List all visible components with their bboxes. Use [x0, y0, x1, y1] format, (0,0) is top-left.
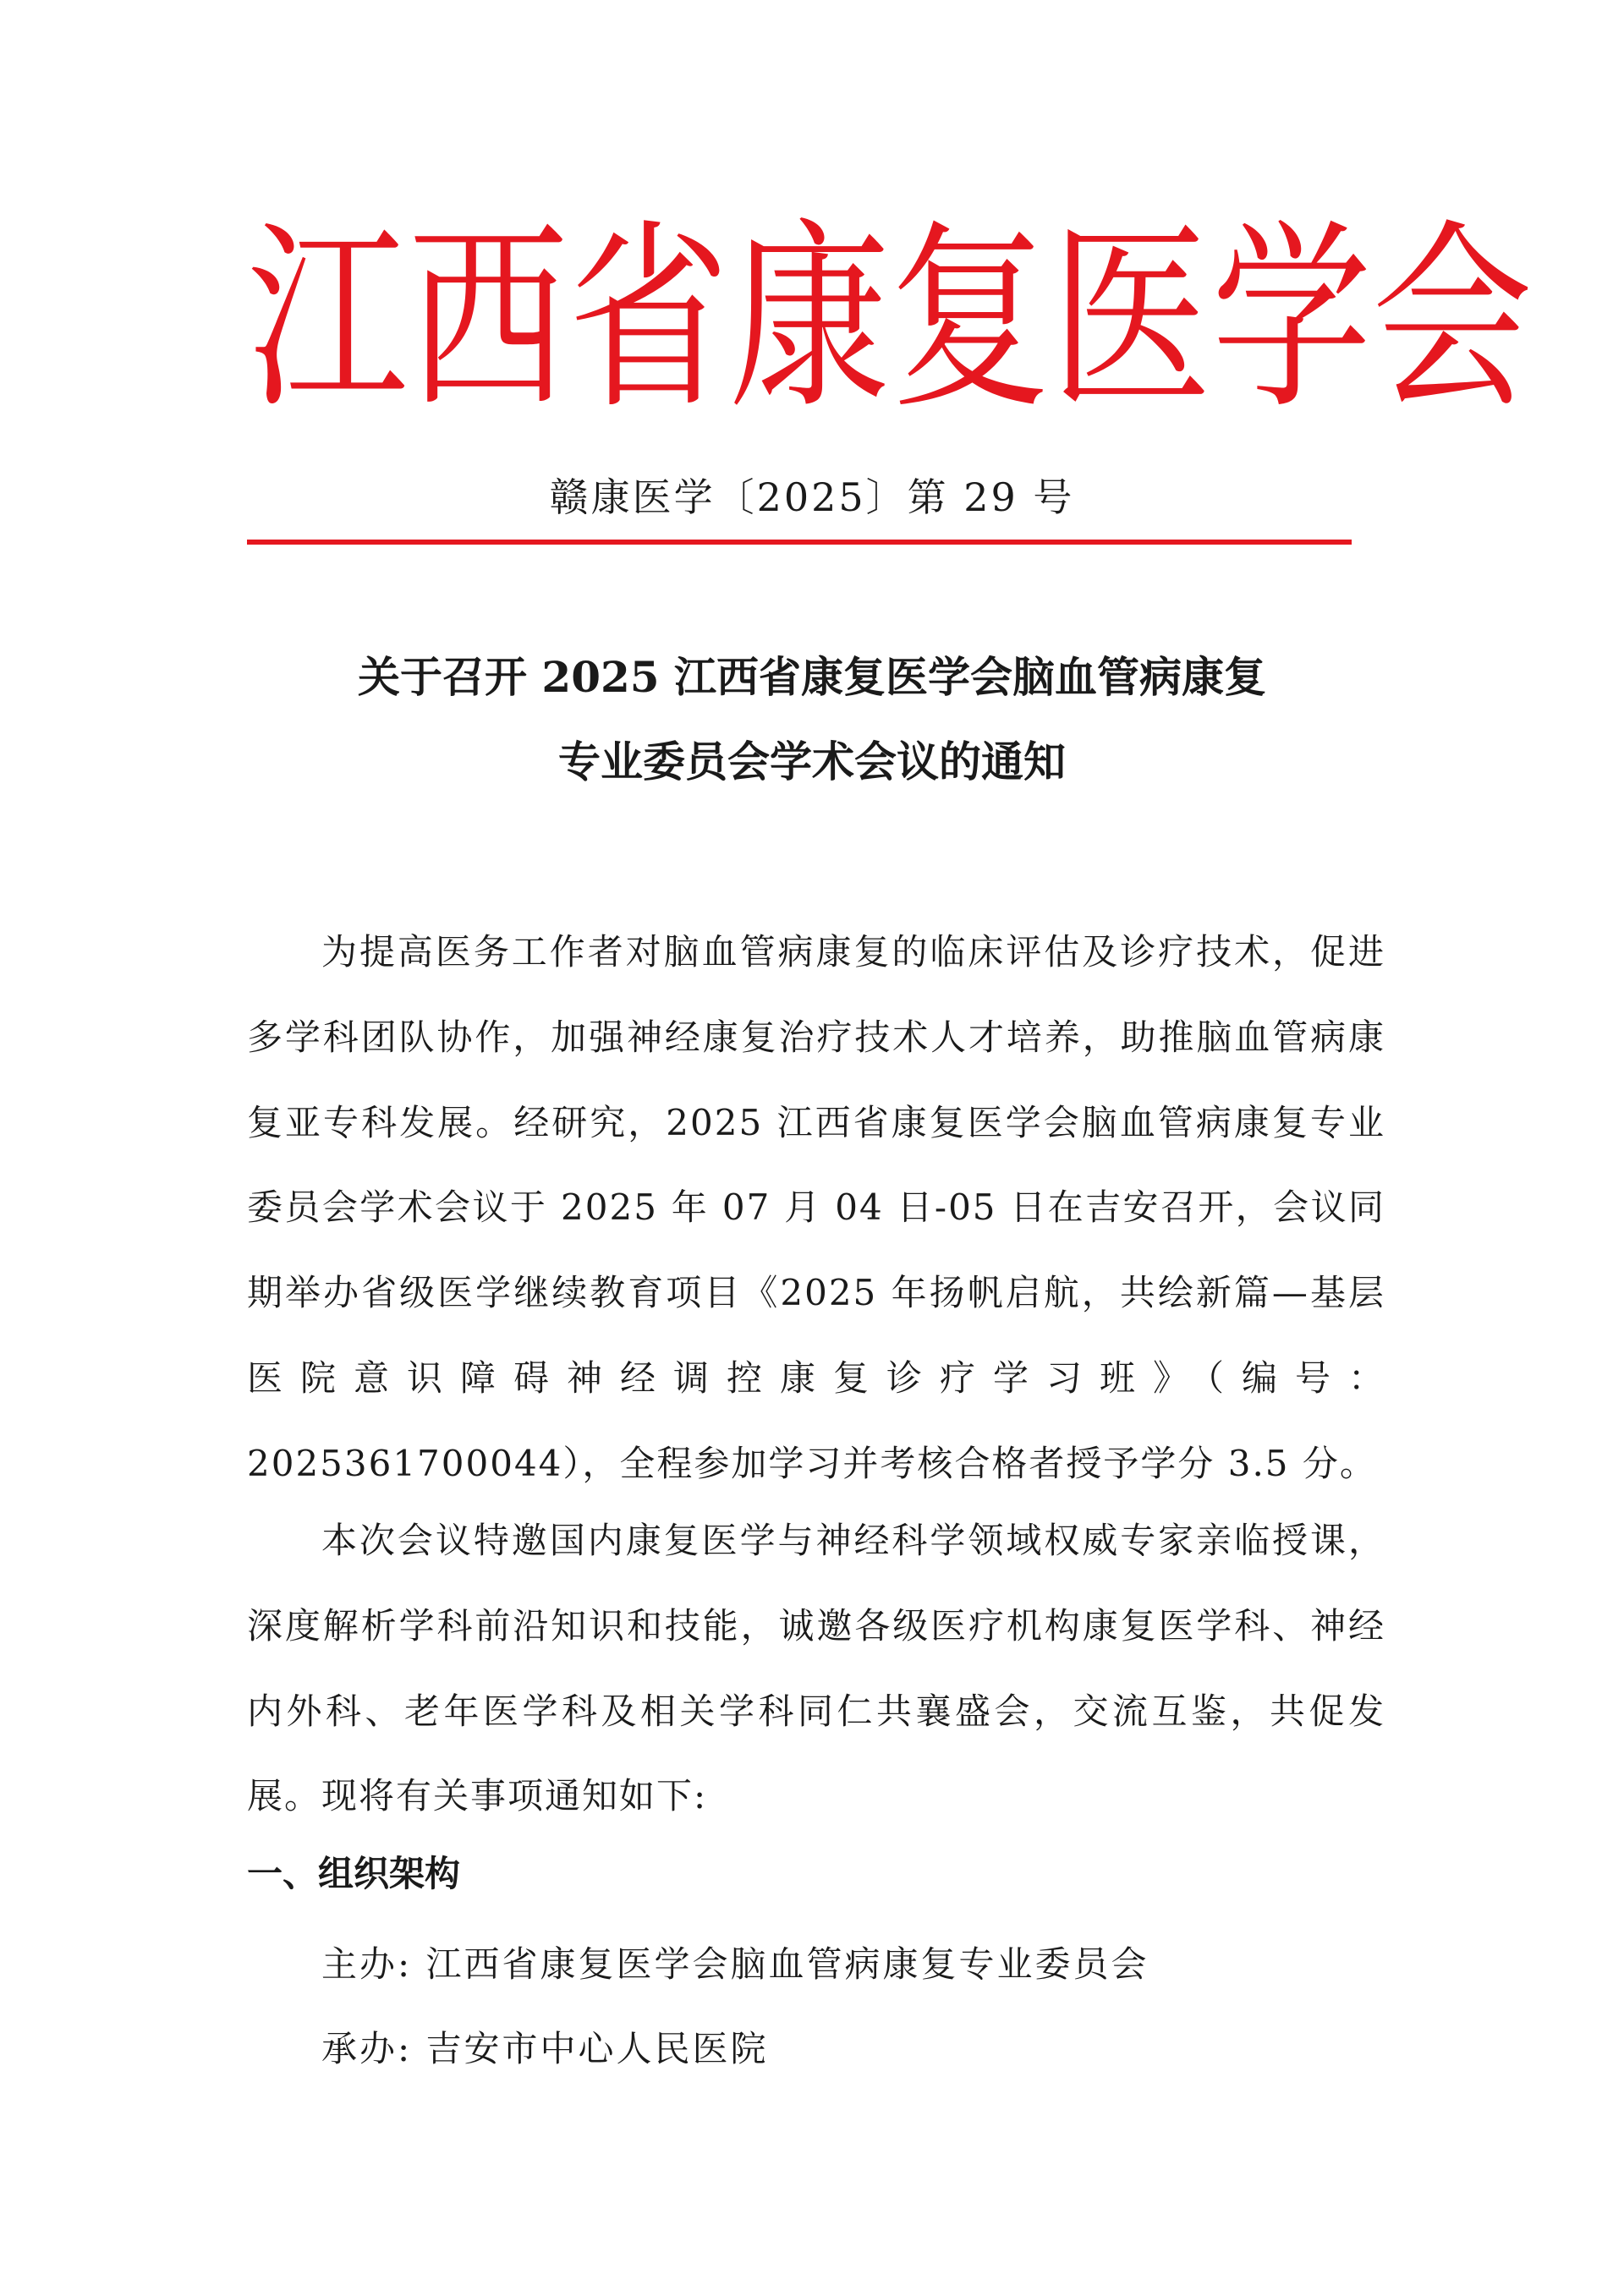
org-name-char: 西 [408, 201, 569, 436]
org-name-char: 复 [890, 201, 1051, 436]
org-name-char: 医 [1051, 201, 1212, 436]
header-divider-line [247, 540, 1352, 545]
paragraph-text: 本次会议特邀国内康复医学与神经科学领域权威专家亲临授课，深度解析学科前沿知识和技能，诚邀各级医疗机构康复医学科、神经内外科、老年医学科及相关学科同仁共襄盛会，交流互鉴，共促发展。现将有关事项通知如下: [247, 1520, 1385, 1817]
body-paragraph-1 [247, 910, 1385, 1507]
org-name-char: 康 [729, 201, 891, 436]
org-name-char: 省 [568, 201, 730, 436]
document-title-line-1: 关于召开 2025 江西省康复医学会脑血管病康复 [358, 652, 1266, 702]
org-name-char: 江 [247, 201, 409, 436]
document-title-line-2: 专业委员会学术会议的通知 [558, 737, 1066, 786]
document-number: 赣康医学〔2025〕第 29 号 [549, 474, 1075, 520]
org-name-char: 会 [1372, 201, 1533, 436]
org-name-char: 学 [1211, 201, 1373, 436]
section-heading-organization: 一、组织架构 [247, 1853, 461, 1894]
organization-name-header [247, 201, 1533, 436]
paragraph-text: 为提高医务工作者对脑血管病康复的临床评估及诊疗技术，促进多学科团队协作，加强神经康复治疗技术人才培养，助推脑血管病康复亚专科发展。经研究，2025 江西省康复医学会脑血管病康复专业委员会学术会议于 2025 年 07 月 04 日-05 日在吉安召开，会议同期举办省级医学继续教育项目《2025 年扬帆启航，共绘新篇—基层医院意识障碍神经调控康复诊疗学习班》（编号：2025361700044），全程参加学习并考核合格者授予学分 3.5 分。 [247, 931, 1385, 1484]
organizing-unit: 承办: 吉安市中心人民医院 [321, 2028, 769, 2069]
host-organization: 主办: 江西省康复医学会脑血管病康复专业委员会 [321, 1943, 1149, 1985]
body-paragraph-2 [247, 1499, 1385, 1839]
